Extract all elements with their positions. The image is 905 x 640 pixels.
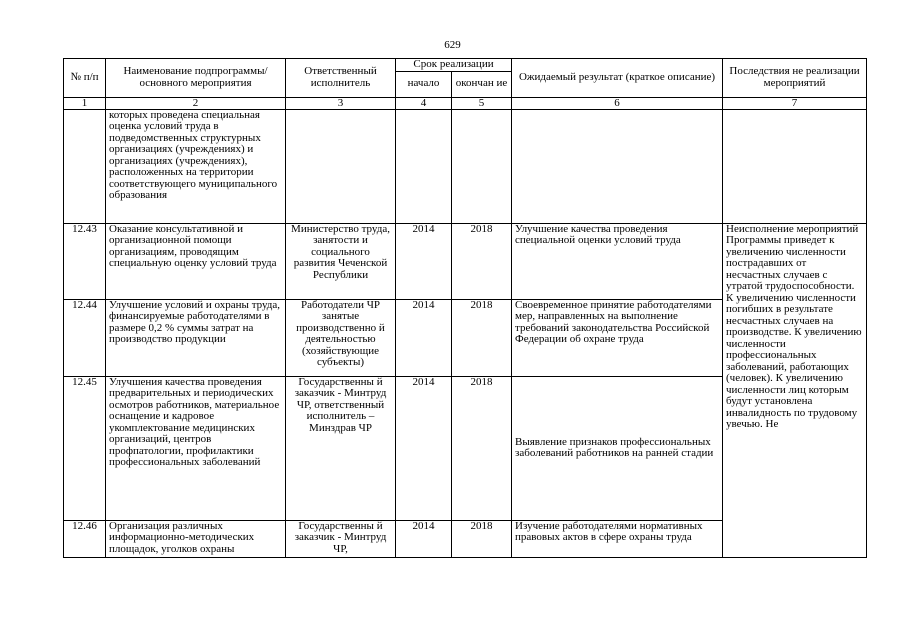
header-executor: Ответственный исполнитель bbox=[286, 59, 396, 98]
cell-end: 2018 bbox=[452, 223, 512, 299]
cell-end bbox=[452, 109, 512, 223]
cell-start: 2014 bbox=[396, 299, 452, 376]
cell-result: Улучшение качества проведения специальной оценки условий труда bbox=[512, 223, 723, 299]
header-number-7: 7 bbox=[723, 97, 867, 109]
cell-end: 2018 bbox=[452, 299, 512, 376]
cell-name: Улучшение условий и охраны труда, финансируемые работодателями в размере 0,2 % суммы затрат на производство продукции bbox=[106, 299, 286, 376]
cell-result: Выявление признаков профессиональных заболеваний работников на ранней стадии bbox=[512, 376, 723, 520]
table-row-continuation bbox=[64, 109, 867, 223]
header-name: Наименование подпрограммы/ основного мероприятия bbox=[106, 59, 286, 98]
cell-num: 12.46 bbox=[64, 520, 106, 557]
header-number-1: 1 bbox=[64, 97, 106, 109]
cell-start: 2014 bbox=[396, 520, 452, 557]
header-number-6: 6 bbox=[512, 97, 723, 109]
header-num: № п/п bbox=[64, 59, 106, 98]
cell-executor: Государственны й заказчик - Минтруд ЧР, bbox=[286, 520, 396, 557]
cell-result: Изучение работодателями нормативных правовых актов в сфере охраны труда bbox=[512, 520, 723, 557]
cell-name: Улучшения качества проведения предварительных и периодических осмотров работников, материальное оснащение и кадровое укомплектование медицинских организаций, центров профпатологии, профилактики профессиональных заболеваний bbox=[106, 376, 286, 520]
cell-num: 12.44 bbox=[64, 299, 106, 376]
program-table bbox=[63, 58, 867, 558]
table-row bbox=[64, 223, 867, 299]
cell-num: 12.43 bbox=[64, 223, 106, 299]
header-period: Срок реализации bbox=[396, 59, 512, 72]
cell-name: Оказание консультативной и организационной помощи организациям, проводящим специальную оценку условий труда bbox=[106, 223, 286, 299]
cell-num bbox=[64, 109, 106, 223]
cell-executor bbox=[286, 109, 396, 223]
cell-executor: Государственны й заказчик - Минтруд ЧР, ответственный исполнитель – Минздрав ЧР bbox=[286, 376, 396, 520]
cell-executor: Работодатели ЧР занятые производственно й деятельностью (хозяйствующие субъекты) bbox=[286, 299, 396, 376]
cell-start: 2014 bbox=[396, 223, 452, 299]
cell-end: 2018 bbox=[452, 520, 512, 557]
header-result: Ожидаемый результат (краткое описание) bbox=[512, 59, 723, 98]
cell-executor: Министерство труда, занятости и социального развития Чеченской Республики bbox=[286, 223, 396, 299]
cell-result bbox=[512, 109, 723, 223]
cell-consequences-merged: Неисполнение мероприятий Программы приведет к увеличению численности пострадавших от несчастных случаев с утратой трудоспособности. К увеличению численности погибших в результате несчастных случаев на производстве. К увеличению численности профессиональных заболеваний, работающих (человек). К увеличению численности лиц которым будут установлена инвалидность по трудовому увечью. Не bbox=[723, 223, 867, 557]
header-consequences: Последствия не реализации мероприятий bbox=[723, 59, 867, 98]
cell-num: 12.45 bbox=[64, 376, 106, 520]
cell-start: 2014 bbox=[396, 376, 452, 520]
header-start: начало bbox=[396, 71, 452, 97]
header-end: окончан ие bbox=[452, 71, 512, 97]
page-number: 629 bbox=[444, 39, 461, 51]
header-number-2: 2 bbox=[106, 97, 286, 109]
cell-name: которых проведена специальная оценка условий труда в подведомственных структурных организациях (учреждениях) и организациях (учреждениях), расположенных на территории соответствующего муниципального образования bbox=[106, 109, 286, 223]
header-number-5: 5 bbox=[452, 97, 512, 109]
cell-name: Организация различных информационно-методических площадок, уголков охраны bbox=[106, 520, 286, 557]
cell-consequences bbox=[723, 109, 867, 223]
cell-result: Своевременное принятие работодателями мер, направленных на выполнение требований законодательства Российской Федерации об охране труда bbox=[512, 299, 723, 376]
header-number-3: 3 bbox=[286, 97, 396, 109]
cell-end: 2018 bbox=[452, 376, 512, 520]
header-number-4: 4 bbox=[396, 97, 452, 109]
cell-start bbox=[396, 109, 452, 223]
